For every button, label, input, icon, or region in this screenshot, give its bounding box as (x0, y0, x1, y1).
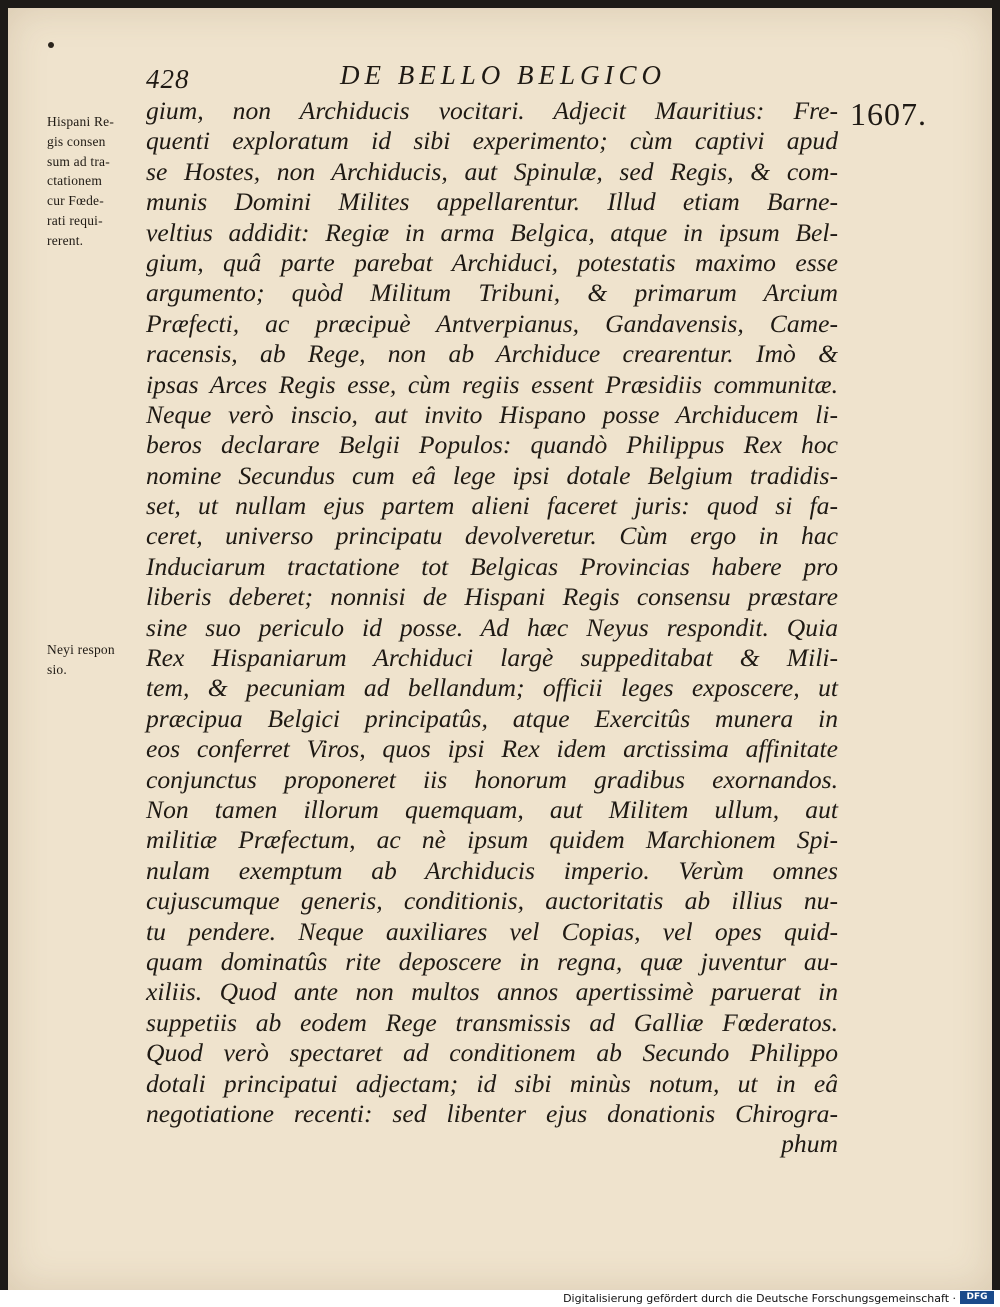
margin-note-line: cur Fœde- (47, 193, 104, 209)
text-line: veltius addidit: Regiæ in arma Belgica, atque in ipsum Bel- (146, 217, 838, 247)
text-line: Præfecti, ac præcipuè Antverpianus, Gandavensis, Came- (146, 308, 838, 338)
margin-note-hispani (47, 112, 143, 251)
main-text-block (146, 96, 838, 1160)
text-line: racensis, ab Rege, non ab Archiduce crearentur. Imò & (146, 339, 838, 369)
text-line: gium, quâ parte parebat Archiduci, potestatis maximo esse (146, 247, 838, 277)
text-line: dotali principatui adjectam; id sibi minùs notum, ut in eâ (146, 1068, 838, 1098)
dfg-logo: DFG (960, 1291, 994, 1304)
text-line: set, ut nullam ejus partem alieni faceret juris: quod si fa- (146, 491, 838, 521)
text-line: tem, & pecuniam ad bellandum; officii leges exposcere, ut (146, 673, 838, 703)
running-head: DE BELLO BELGICO (340, 60, 667, 90)
margin-note-line: rerent. (47, 232, 84, 248)
text-line: ceret, universo principatu devolveretur. Cùm ergo in hac (146, 521, 838, 551)
digitization-credit: Digitalisierung gefördert durch die Deutsche Forschungsgemeinschaft · (563, 1292, 956, 1305)
text-line: nulam exemptum ab Archiducis imperio. Verùm omnes (146, 855, 838, 885)
text-line: tu pendere. Neque auxiliares vel Copias, vel opes quid- (146, 916, 838, 946)
text-line: præcipua Belgici principatûs, atque Exercitûs munera in (146, 703, 838, 733)
text-line: conjunctus proponeret iis honorum gradibus exornandos. (146, 764, 838, 794)
text-line: xiliis. Quod ante non multos annos apertissimè paruerat in (146, 977, 838, 1007)
text-line: negotiatione recenti: sed libenter ejus donationis Chirogra- (146, 1098, 838, 1128)
margin-note-neyi (47, 640, 143, 680)
text-line: gium, non Archiducis vocitari. Adjecit Mauritius: Fre- (146, 96, 838, 125)
text-line: liberis deberet; nonnisi de Hispani Regis consensu præstare (146, 582, 838, 612)
margin-note-line: Hispani Re- (47, 114, 115, 129)
text-line: quenti exploratum id sibi experimento; cùm captivi apud (146, 126, 838, 156)
margin-note-line: ctationem (47, 173, 103, 189)
text-line: beros declarare Belgii Populos: quandò Philippus Rex hoc (146, 430, 838, 460)
text-line: munis Domini Milites appellarentur. Illud etiam Barne- (146, 187, 838, 217)
text-line: eos conferret Viros, quos ipsi Rex idem arctissima affinitate (146, 734, 838, 764)
margin-note-line: sum ad tra- (47, 153, 110, 169)
text-line: Non tamen illorum quemquam, aut Militem ullum, aut (146, 794, 838, 824)
text-line: Quod verò spectaret ad conditionem ab Secundo Philippo (146, 1038, 838, 1068)
ink-spot (48, 42, 54, 48)
text-line: ipsas Arces Regis esse, cùm regiis essent Præsidiis communitæ. (146, 369, 838, 399)
text-line: se Hostes, non Archiducis, aut Spinulæ, sed Regis, & com- (146, 156, 838, 186)
text-line: Induciarum tractatione tot Belgicas Provincias habere pro (146, 551, 838, 581)
margin-note-line: Neyi respon (47, 642, 115, 657)
text-line: militiæ Præfectum, ac nè ipsum quidem Marchionem Spi- (146, 825, 838, 855)
text-line: cujuscumque generis, conditionis, auctoritatis ab illius nu- (146, 886, 838, 916)
text-line: Neque verò inscio, aut invito Hispano posse Archiducem li- (146, 399, 838, 429)
page-number: 428 (146, 64, 190, 94)
year-marginal: 1607. (850, 96, 927, 132)
text-line: quam dominatûs rite deposcere in regna, quæ juventur au- (146, 946, 838, 976)
text-line: Rex Hispaniarum Archiduci largè suppeditabat & Mili- (146, 643, 838, 673)
catchword: phum (781, 1129, 838, 1159)
margin-note-line: rati requi- (47, 212, 103, 228)
text-line: argumento; quòd Militum Tribuni, & primarum Arcium (146, 278, 838, 308)
text-line: nomine Secundus cum eâ lege ipsi dotale Belgium tradidis- (146, 460, 838, 490)
margin-note-line: sio. (47, 661, 67, 677)
text-line: sine suo periculo id posse. Ad hæc Neyus respondit. Quia (146, 612, 838, 642)
text-line: suppetiis ab eodem Rege transmissis ad Galliæ Fœderatos. (146, 1007, 838, 1037)
margin-note-line: gis consen (47, 133, 106, 149)
